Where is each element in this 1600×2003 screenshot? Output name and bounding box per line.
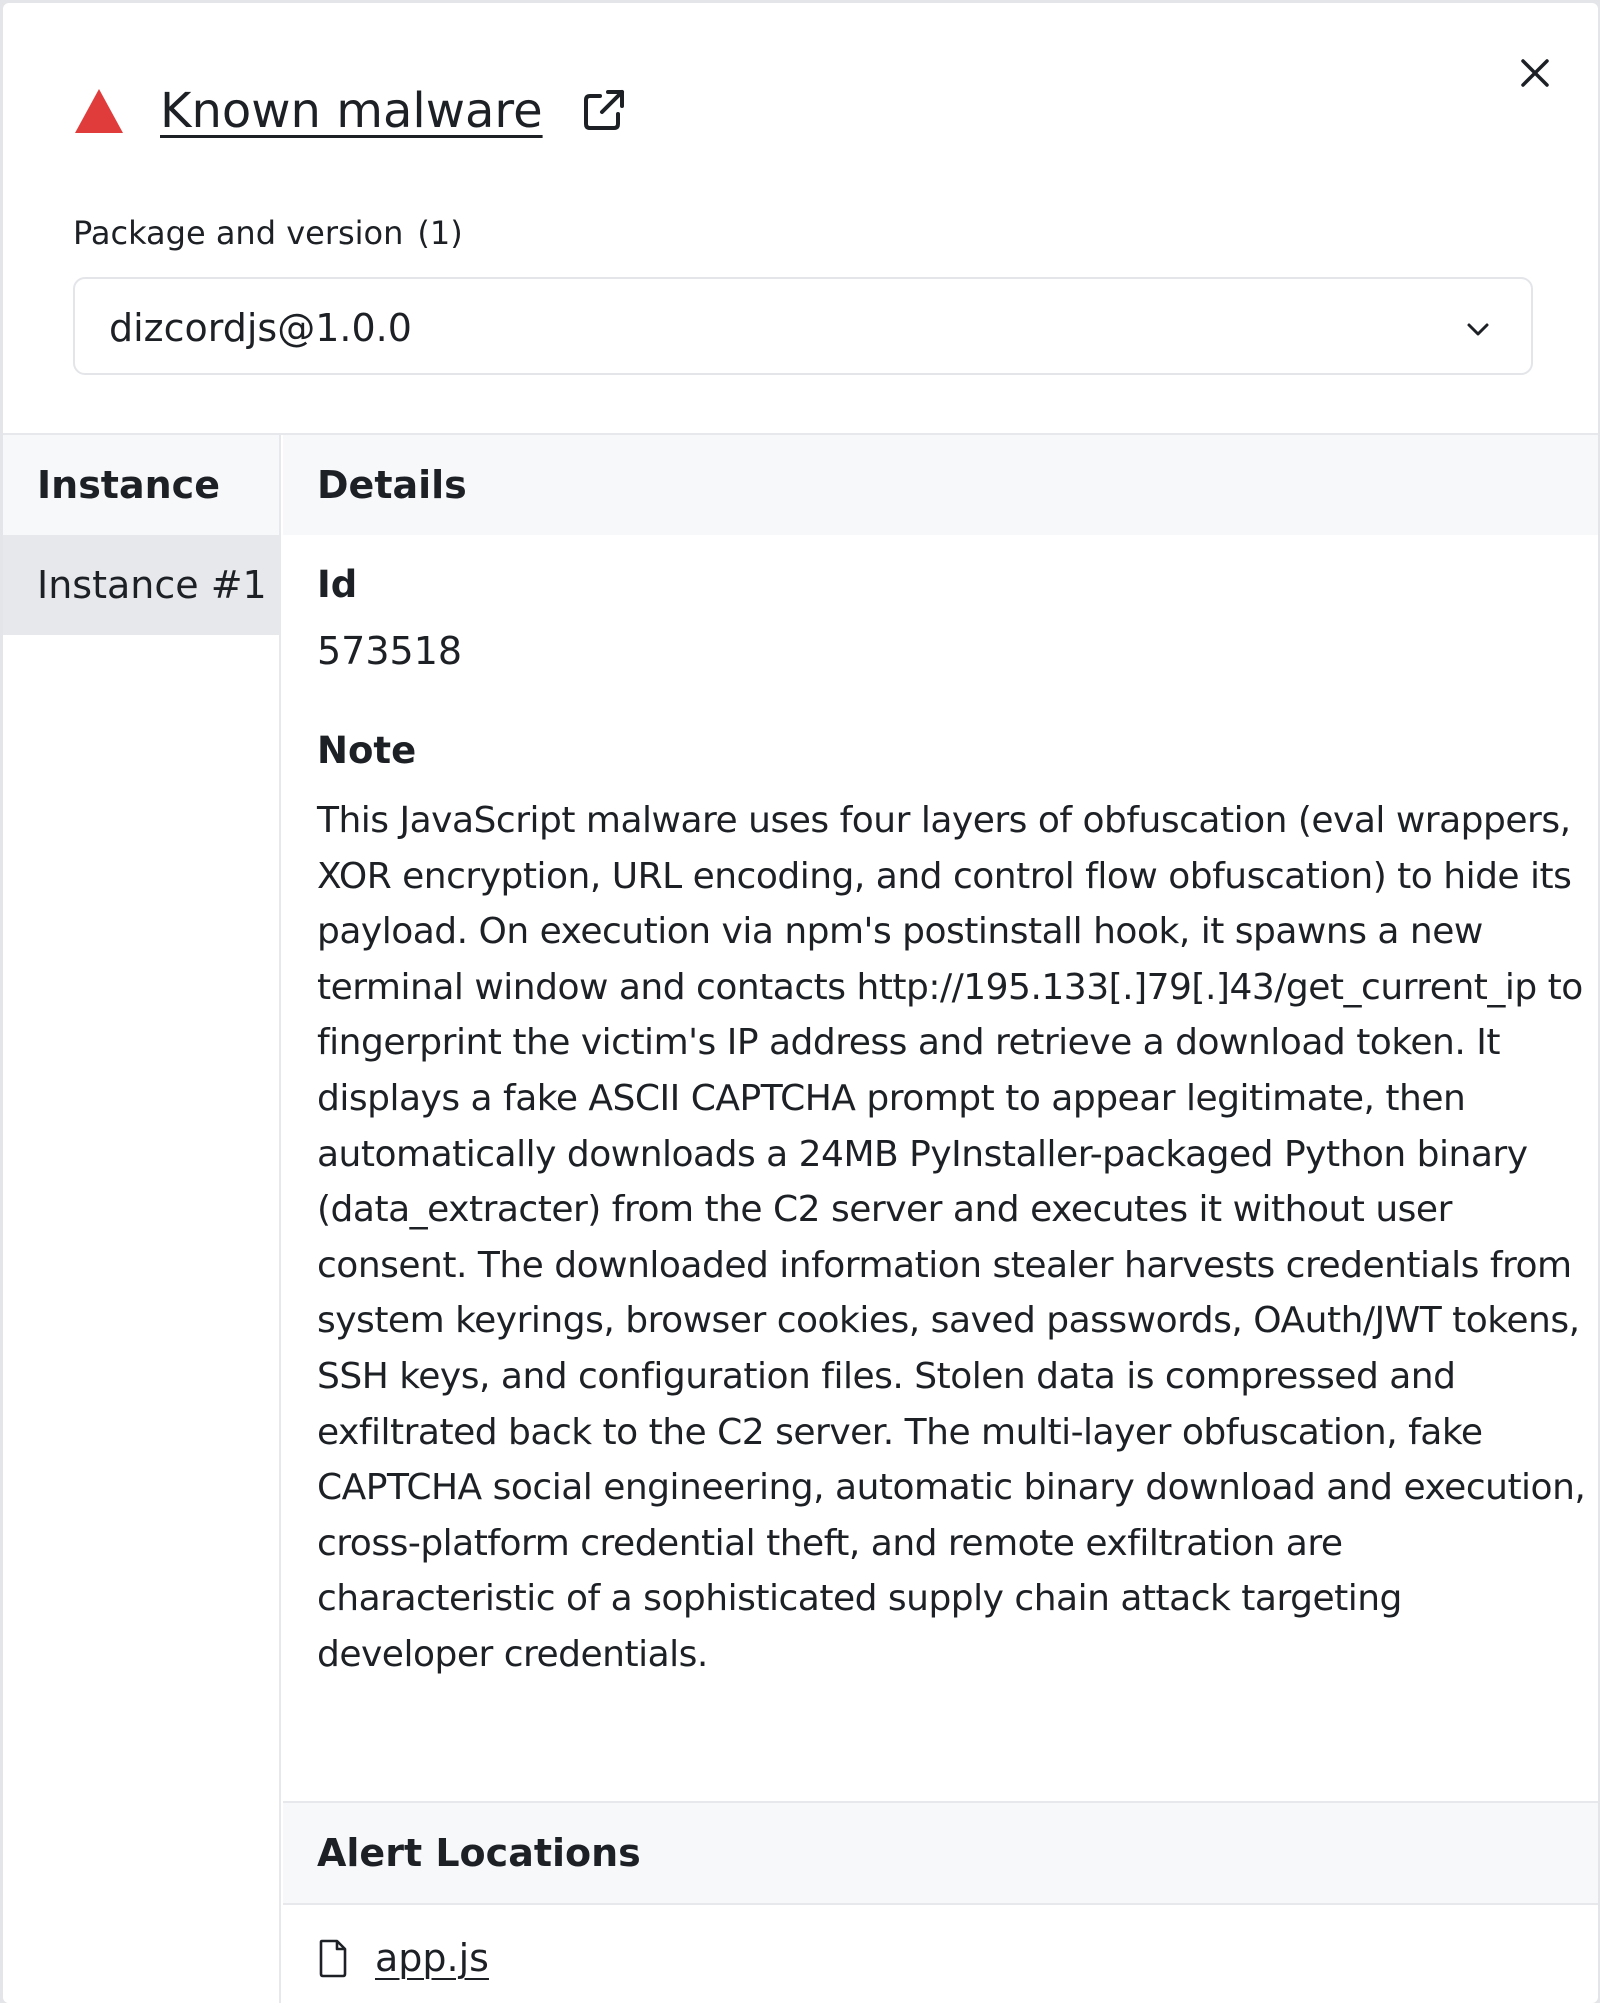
details-header: Details bbox=[283, 435, 1598, 535]
package-version-label bbox=[73, 213, 463, 253]
alert-detail-panel bbox=[3, 3, 1598, 2003]
chevron-down-icon bbox=[1463, 315, 1493, 345]
id-label: Id bbox=[317, 563, 358, 606]
instance-column-header: Instance bbox=[3, 435, 279, 535]
id-value: 573518 bbox=[317, 629, 463, 673]
instance-item-1[interactable]: Instance #1 bbox=[3, 535, 279, 635]
close-icon[interactable] bbox=[1513, 51, 1557, 95]
package-count: (1) bbox=[417, 214, 463, 252]
package-version-value: dizcordjs@1.0.0 bbox=[109, 306, 412, 350]
note-text: This JavaScript malware uses four layers of obfuscation (eval wrappers, XOR encryption, URL encoding, and control flow obfuscation) to hide its payload. On execution via npm's postinstall hook, it spawns a new terminal window and contacts http://195.133[.]79[.]43/get_current_ip to fingerprint the victim's IP address and retrieve a download token. It displays a fake ASCII CAPTCHA prompt to appear legitimate, then automatically downloads a 24MB PyInstaller-packaged Python binary (data_extracter) from the C2 server and executes it without user consent. The downloaded information stealer harvests credentials from system keyrings, browser cookies, saved passwords, OAuth/JWT tokens, SSH keys, and configuration files. Stolen data is compressed and exfiltrated back to the C2 server. The multi-layer obfuscation, fake CAPTCHA social engineering, automatic binary download and execution, cross-platform credential theft, and remote exfiltration are characteristic of a sophisticated supply chain attack targeting developer credentials. bbox=[317, 800, 1586, 1675]
instance-column bbox=[3, 435, 281, 2003]
external-link-icon[interactable] bbox=[578, 86, 628, 136]
package-version-select[interactable] bbox=[73, 277, 1533, 375]
alert-title-row bbox=[73, 79, 628, 143]
package-version-label-text: Package and version bbox=[73, 214, 404, 252]
alert-locations-header: Alert Locations bbox=[283, 1801, 1598, 1905]
file-icon bbox=[317, 1938, 349, 1978]
alert-title-link[interactable]: Known malware bbox=[160, 83, 543, 139]
note-label: Note bbox=[317, 729, 417, 772]
alert-location-item bbox=[317, 1933, 489, 1983]
warning-triangle-icon bbox=[73, 87, 125, 135]
alert-location-file-link[interactable]: app.js bbox=[375, 1936, 489, 1980]
